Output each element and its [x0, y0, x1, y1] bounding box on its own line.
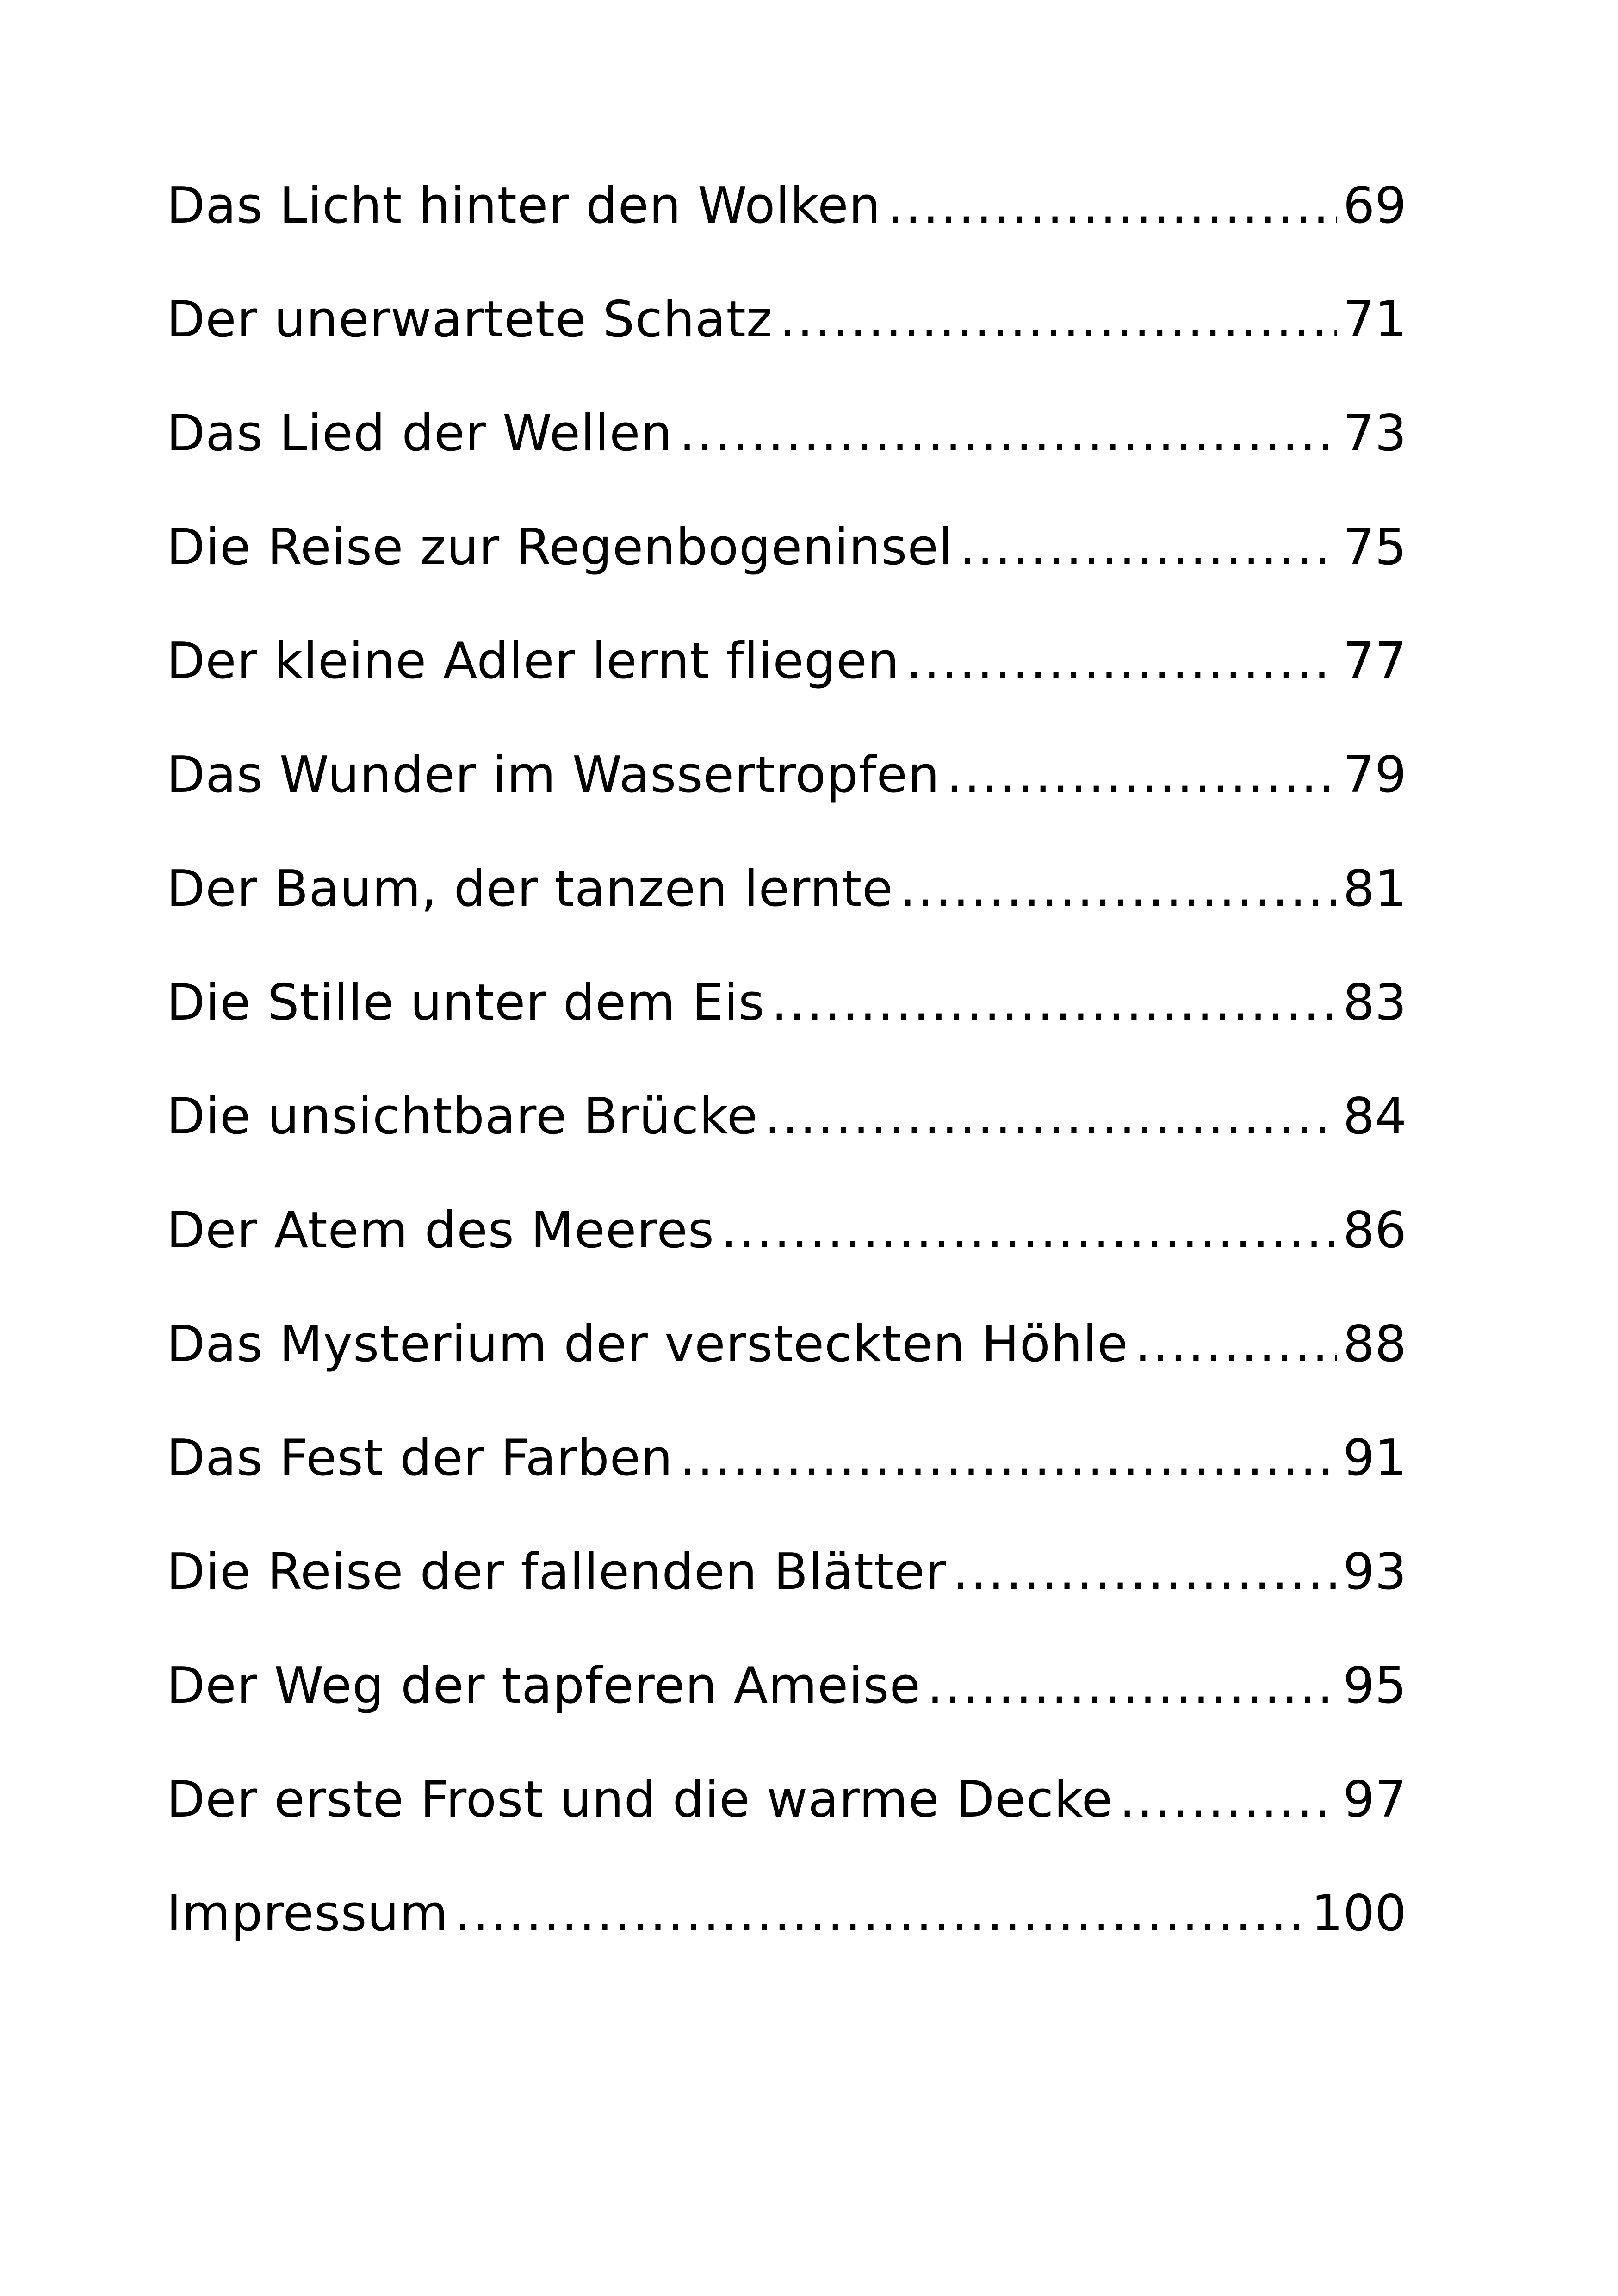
toc-entry — [167, 1651, 1407, 1721]
toc-entry-title: Der Weg der tapferen Ameise — [167, 1657, 921, 1715]
toc-entry-page: 97 — [1343, 1771, 1407, 1829]
toc-entry-page: 83 — [1343, 974, 1407, 1032]
toc-dot-leader — [780, 285, 1337, 355]
toc-dot-leader — [680, 1424, 1337, 1493]
toc-entry-page: 71 — [1343, 291, 1407, 348]
toc-entry-title: Die Stille unter dem Eis — [167, 974, 765, 1032]
toc-entry — [167, 171, 1407, 241]
toc-entry — [167, 627, 1407, 696]
toc-entry — [167, 740, 1407, 810]
toc-entry — [167, 1537, 1407, 1607]
toc-entry — [167, 399, 1407, 468]
toc-entry-title: Der Baum, der tanzen lernte — [167, 860, 893, 918]
toc-dot-leader — [927, 1651, 1337, 1721]
toc-entry-page: 69 — [1343, 177, 1407, 235]
toc-entry-page: 75 — [1343, 518, 1407, 576]
toc-entry-page: 86 — [1343, 1201, 1407, 1259]
toc-entry — [167, 1765, 1407, 1835]
toc-entry-title: Der unerwartete Schatz — [167, 291, 773, 348]
toc-dot-leader — [771, 968, 1336, 1038]
toc-entry-title: Der erste Frost und die warme Decke — [167, 1771, 1113, 1829]
toc-entry-title: Das Fest der Farben — [167, 1429, 673, 1487]
toc-dot-leader — [906, 627, 1336, 696]
toc-entry-title: Das Lied der Wellen — [167, 404, 673, 462]
toc-entry — [167, 1879, 1407, 1948]
toc-entry — [167, 1424, 1407, 1493]
toc-dot-leader — [721, 1196, 1337, 1265]
toc-entry-title: Impressum — [167, 1885, 449, 1942]
toc-entry-page: 84 — [1343, 1088, 1407, 1145]
toc-dot-leader — [946, 740, 1336, 810]
toc-entry — [167, 854, 1407, 924]
toc-entry — [167, 1082, 1407, 1151]
toc-entry-title: Die unsichtbare Brücke — [167, 1088, 758, 1145]
toc-entry — [167, 1196, 1407, 1265]
toc-dot-leader — [679, 399, 1337, 468]
toc-dot-leader — [900, 854, 1337, 924]
toc-entry-page: 93 — [1343, 1543, 1407, 1601]
toc-entry-title: Das Wunder im Wassertropfen — [167, 746, 940, 804]
toc-entry-title: Der Atem des Meeres — [167, 1201, 715, 1259]
toc-dot-leader — [960, 513, 1337, 582]
toc-dot-leader — [953, 1537, 1336, 1607]
toc-dot-leader — [1135, 1310, 1337, 1379]
toc-entry-title: Die Reise zur Regenbogeninsel — [167, 518, 953, 576]
toc-entry-page: 95 — [1343, 1657, 1407, 1715]
toc-entry-title: Der kleine Adler lernt fliegen — [167, 632, 900, 690]
toc-entry-page: 88 — [1343, 1315, 1407, 1373]
toc-dot-leader — [887, 171, 1337, 241]
toc-entry-title: Das Licht hinter den Wolken — [167, 177, 881, 235]
toc-entry-page: 79 — [1343, 746, 1407, 804]
toc-entry-title: Das Mysterium der versteckten Höhle — [167, 1315, 1128, 1373]
toc-entry-page: 73 — [1343, 404, 1407, 462]
toc-entry — [167, 968, 1407, 1038]
toc-entry — [167, 285, 1407, 355]
toc-entry — [167, 513, 1407, 582]
toc-entry-page: 81 — [1343, 860, 1407, 918]
toc-entry-page: 91 — [1343, 1429, 1407, 1487]
toc-entry-title: Die Reise der fallenden Blätter — [167, 1543, 947, 1601]
toc-dot-leader — [1119, 1765, 1336, 1835]
toc-entry — [167, 1310, 1407, 1379]
toc-dot-leader — [455, 1879, 1305, 1948]
toc-dot-leader — [764, 1082, 1336, 1151]
toc-entry-page: 100 — [1311, 1885, 1407, 1942]
toc-entry-page: 77 — [1343, 632, 1407, 690]
